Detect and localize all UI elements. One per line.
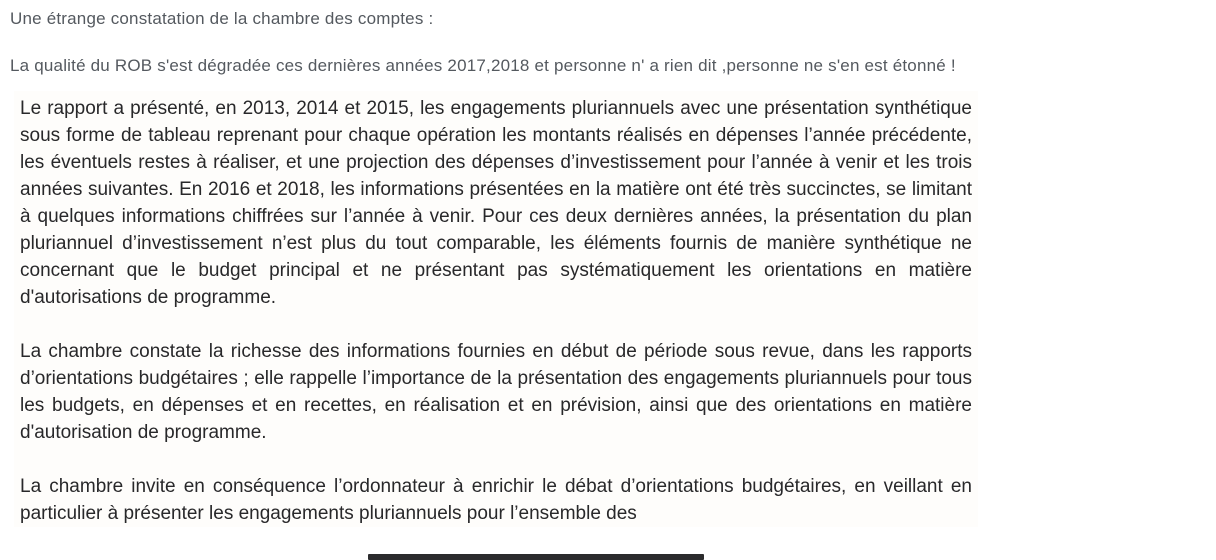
scan-paragraph-3: La chambre invite en conséquence l’ordonnateur à enrichir le débat d’orientations budgétaires, en veillant en particulier à présenter les engagements pluriannuels pour l’ensemble des	[20, 476, 972, 524]
scan-paragraph-2: La chambre constate la richesse des informations fournies en début de période sous revue, dans les rapports d’orientations budgétaires ; elle rappelle l’importance de la présentation des engagements pluriannuels pour tous les budgets, en dépenses et en recettes, en réalisation et en prévision, ainsi que des orientations en matière d'autorisation de programme.	[20, 341, 972, 443]
intro-heading-line: Une étrange constatation de la chambre des comptes :	[10, 9, 434, 28]
intro-comment-line: La qualité du ROB s'est dégradée ces dernières années 2017,2018 et personne n' a rien dit ,personne ne s'en est étonné !	[10, 56, 956, 75]
scanned-document-excerpt	[14, 91, 978, 527]
article-intro	[0, 0, 1216, 77]
cutoff-text-bar	[368, 554, 704, 560]
scan-paragraph-1: Le rapport a présenté, en 2013, 2014 et 2015, les engagements pluriannuels avec une présentation synthétique sous forme de tableau reprenant pour chaque opération les montants réalisés en dépenses l’année précédente, les éventuels restes à réaliser, et une projection des dépenses d’investissement pour l’année à venir et les trois années suivantes. En 2016 et 2018, les informations présentées en la matière ont été très succinctes, se limitant à quelques informations chiffrées sur l’année à venir. Pour ces deux dernières années, la présentation du plan pluriannuel d’investissement n’est plus du tout comparable, les éléments fournis de manière synthétique ne concernant que le budget principal et ne présentant pas systématiquement les orientations en matière d'autorisations de programme.	[20, 98, 972, 308]
